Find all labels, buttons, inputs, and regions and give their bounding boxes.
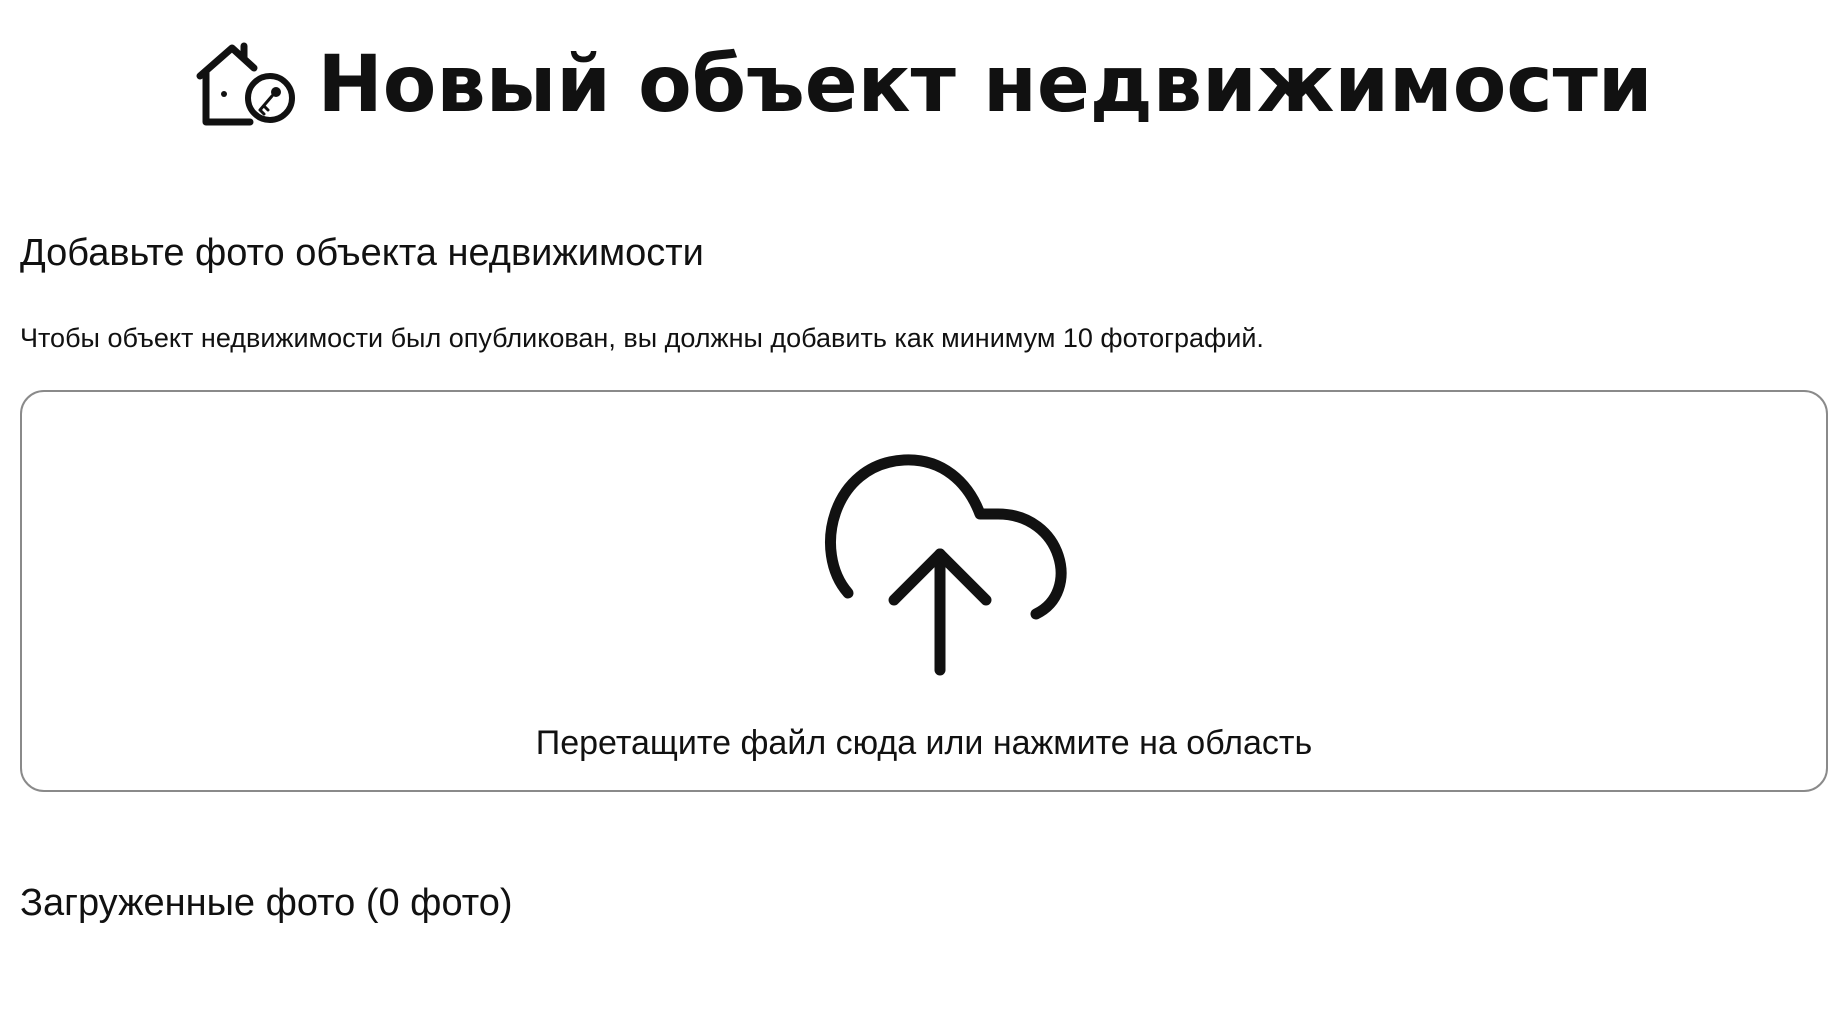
photos-section-title: Добавьте фото объекта недвижимости [20,232,704,274]
uploaded-photos-title: Загруженные фото (0 фото) [20,882,513,924]
page-title: Новый объект недвижимости [317,40,1653,130]
photos-requirement-hint: Чтобы объект недвижимости был опубликован, вы должны добавить как минимум 10 фотографий. [20,323,1264,353]
photo-dropzone[interactable] [20,390,1828,792]
house-key-icon [192,40,296,130]
cloud-upload-icon [792,442,1092,682]
page-header [0,40,1844,130]
dropzone-label: Перетащите файл сюда или нажмите на область [535,724,1313,762]
